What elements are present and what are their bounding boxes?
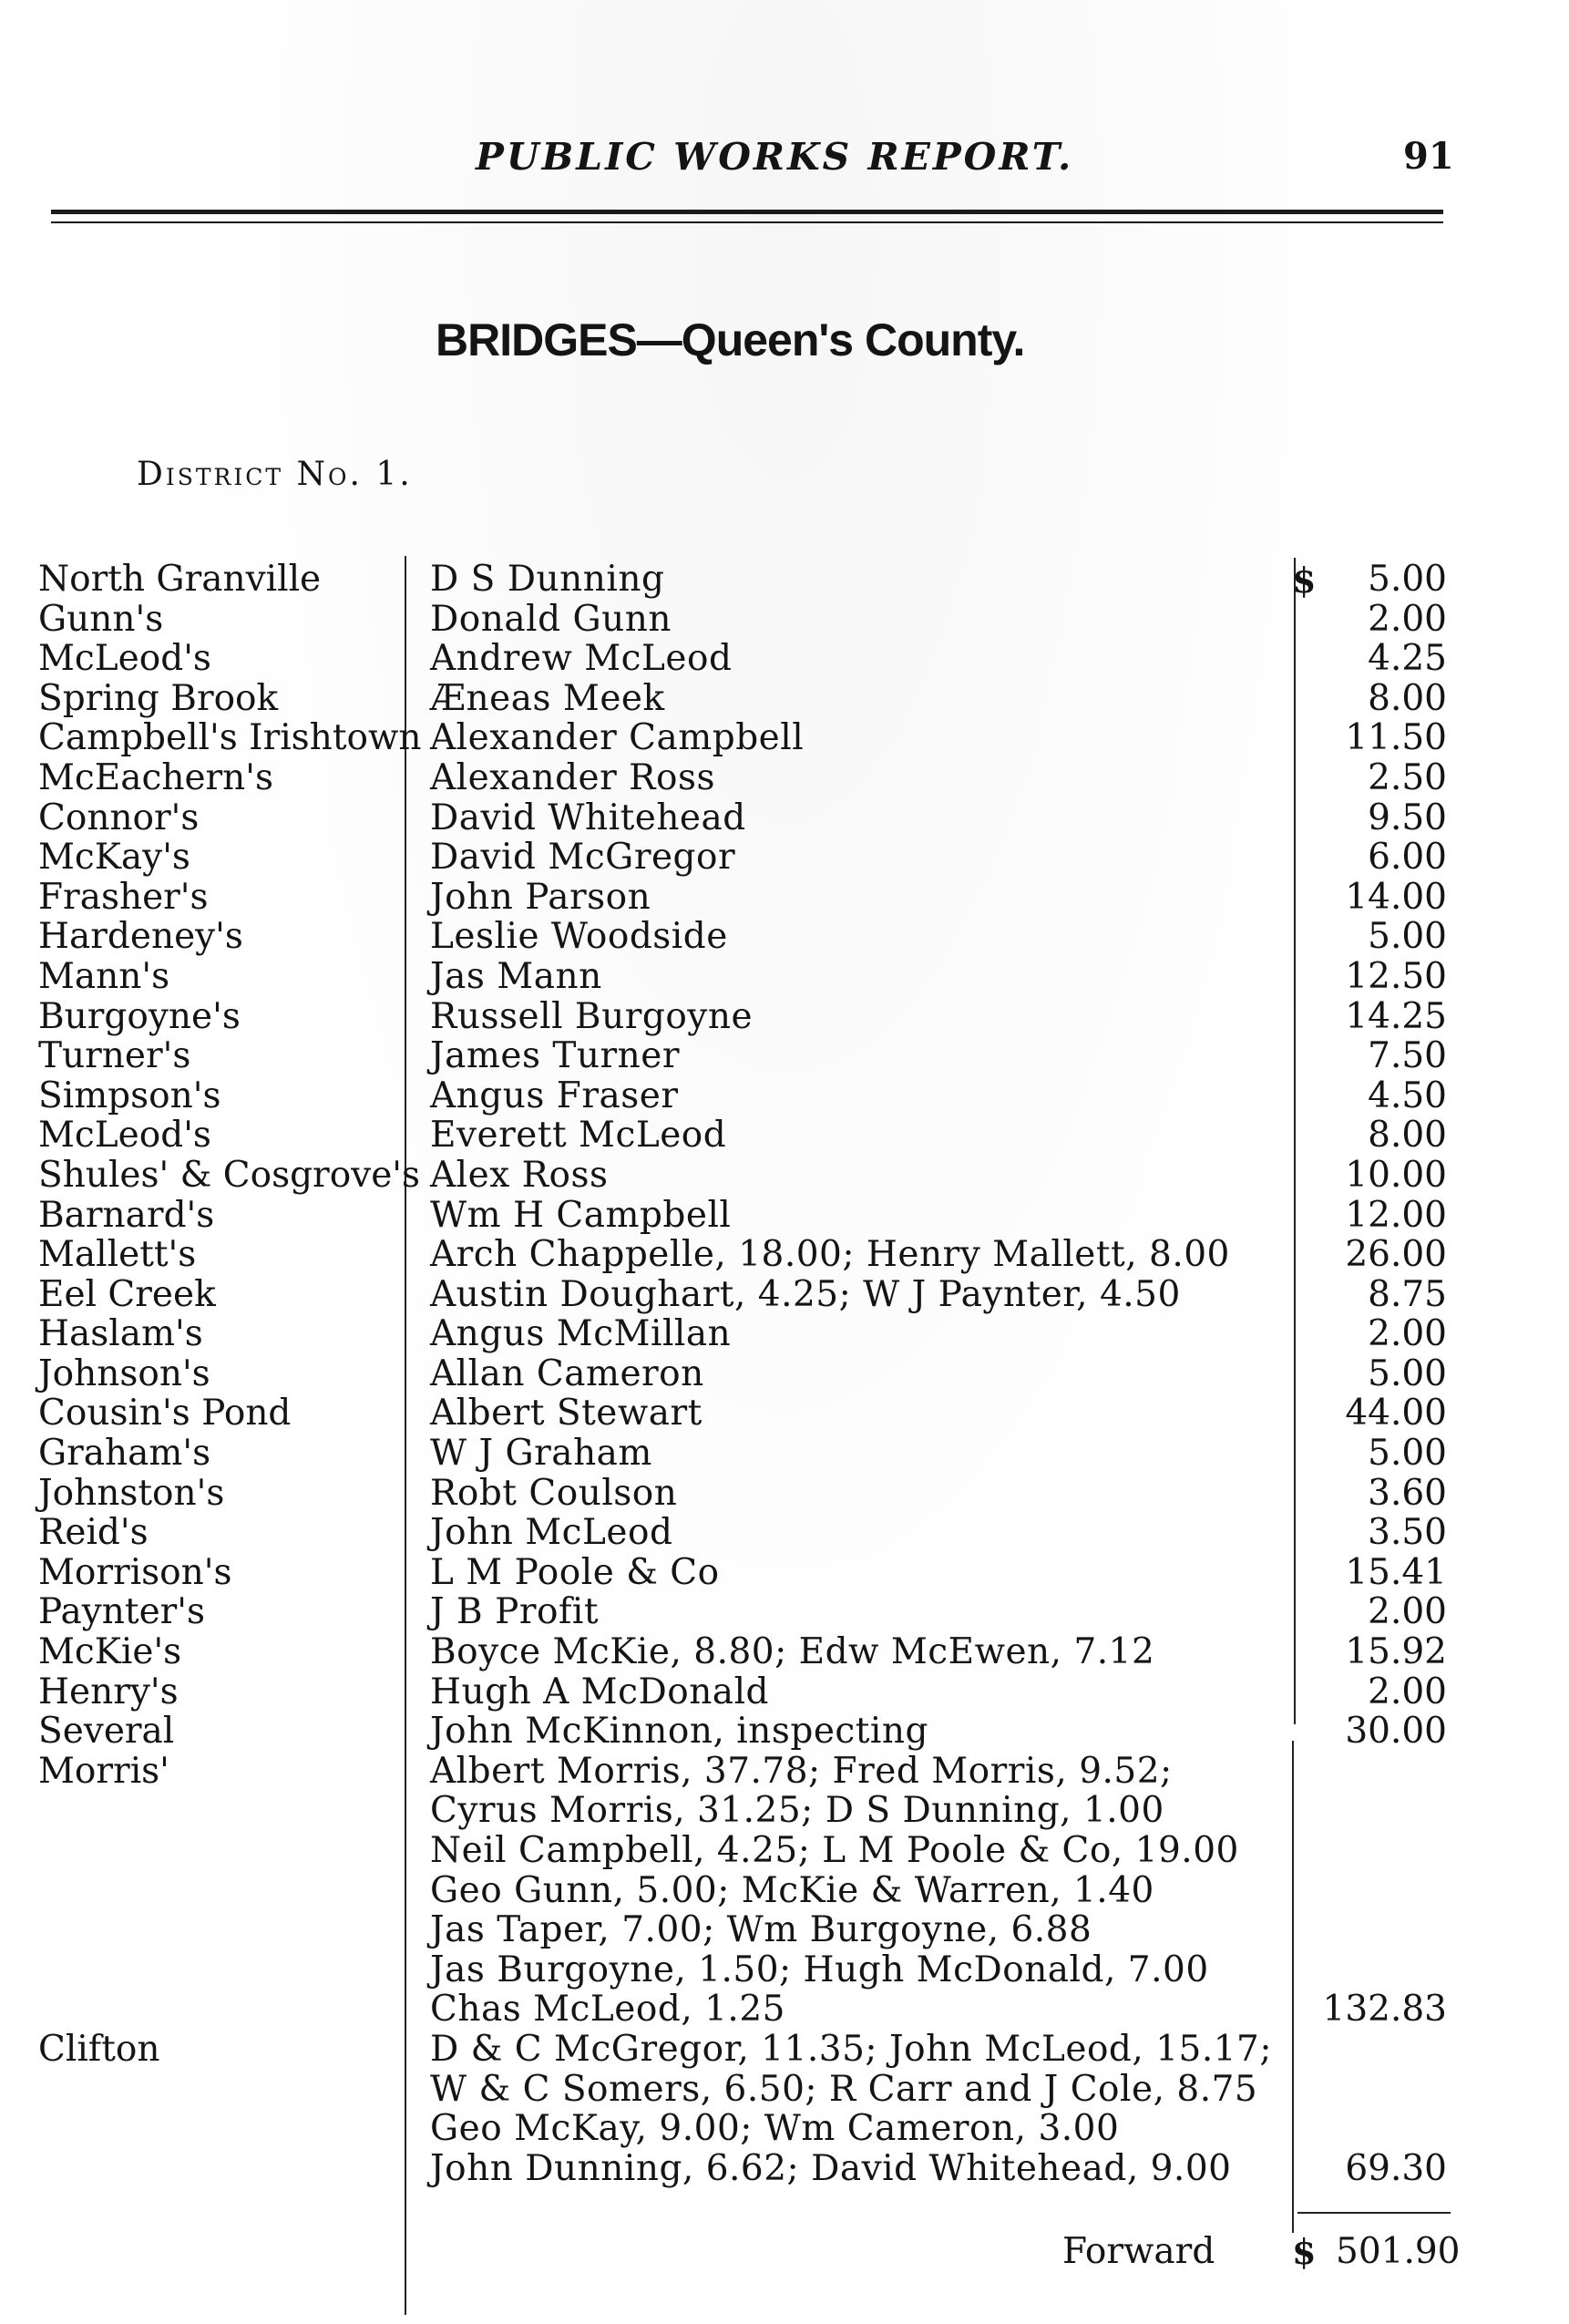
row-location: Cousin's Pond bbox=[38, 1393, 292, 1435]
row-payee: Alexander Campbell bbox=[430, 717, 805, 759]
table-row bbox=[0, 1752, 1569, 1792]
row-location: Shules' & Cosgrove's bbox=[38, 1154, 421, 1196]
currency-symbol-forward: $ bbox=[1292, 2231, 1317, 2272]
table-row bbox=[0, 1990, 1569, 2030]
row-amount: 2.00 bbox=[1368, 1591, 1447, 1633]
row-location: North Granville bbox=[38, 559, 322, 600]
table-row bbox=[0, 1156, 1569, 1196]
row-location: Barnard's bbox=[38, 1194, 215, 1236]
row-payee: David Whitehead bbox=[430, 797, 746, 838]
table-row bbox=[0, 1116, 1569, 1156]
row-amount: 5.00 bbox=[1368, 559, 1447, 600]
row-amount: 9.50 bbox=[1368, 797, 1447, 838]
running-head: PUBLIC WORKS REPORT. bbox=[476, 135, 1074, 179]
row-payee: Donald Gunn bbox=[430, 598, 672, 640]
row-payee: Æneas Meek bbox=[430, 677, 665, 719]
row-payee: Angus Fraser bbox=[430, 1075, 679, 1116]
row-location: Johnson's bbox=[38, 1352, 210, 1394]
forward-total: 501.90 bbox=[1336, 2231, 1461, 2272]
row-location: McKie's bbox=[38, 1631, 182, 1673]
row-location: Haslam's bbox=[38, 1313, 203, 1355]
row-location: Mallett's bbox=[38, 1234, 197, 1276]
header-rule-thick bbox=[51, 210, 1443, 214]
row-payee: John McKinnon, inspecting bbox=[430, 1711, 928, 1753]
table-row bbox=[0, 1672, 1569, 1712]
table-row bbox=[0, 1434, 1569, 1474]
row-amount: 12.00 bbox=[1345, 1194, 1447, 1236]
row-amount: 3.50 bbox=[1368, 1512, 1447, 1554]
row-payee: J B Profit bbox=[430, 1591, 600, 1633]
row-amount: 69.30 bbox=[1345, 2147, 1447, 2189]
row-amount: 2.00 bbox=[1368, 1313, 1447, 1355]
row-amount: 15.92 bbox=[1345, 1631, 1447, 1673]
table-row bbox=[0, 560, 1569, 600]
table-row bbox=[0, 758, 1569, 798]
row-payee: D & C McGregor, 11.35; John McLeod, 15.17; bbox=[430, 2028, 1272, 2070]
table-row bbox=[0, 798, 1569, 838]
table-row bbox=[0, 2149, 1569, 2189]
row-payee: Albert Stewart bbox=[430, 1393, 702, 1435]
row-payee: Alexander Ross bbox=[430, 756, 716, 798]
row-amount: 2.00 bbox=[1368, 1671, 1447, 1712]
row-amount: 7.50 bbox=[1368, 1035, 1447, 1077]
row-amount: 10.00 bbox=[1345, 1154, 1447, 1196]
row-payee: Albert Morris, 37.78; Fred Morris, 9.52; bbox=[430, 1750, 1173, 1792]
row-location: Morrison's bbox=[38, 1551, 232, 1593]
table-row bbox=[0, 1950, 1569, 1990]
table-row bbox=[0, 2109, 1569, 2149]
row-amount: 12.50 bbox=[1345, 955, 1447, 997]
table-row bbox=[0, 1871, 1569, 1911]
table-row bbox=[0, 1235, 1569, 1275]
row-payee: Jas Burgoyne, 1.50; Hugh McDonald, 7.00 bbox=[430, 1949, 1209, 1990]
table-row bbox=[0, 1196, 1569, 1236]
row-payee: Everett McLeod bbox=[430, 1115, 727, 1157]
header-rule-thin bbox=[51, 221, 1443, 223]
row-payee: Chas McLeod, 1.25 bbox=[430, 1989, 785, 2031]
row-location: Turner's bbox=[38, 1035, 191, 1077]
row-payee: D S Dunning bbox=[430, 559, 665, 600]
row-amount: 11.50 bbox=[1345, 717, 1447, 759]
table-row bbox=[0, 1831, 1569, 1871]
table-row bbox=[0, 917, 1569, 957]
row-amount: 132.83 bbox=[1322, 1989, 1447, 2031]
row-payee: Leslie Woodside bbox=[430, 916, 728, 958]
row-payee: Arch Chappelle, 18.00; Henry Mallett, 8.00 bbox=[430, 1234, 1230, 1276]
row-amount: 26.00 bbox=[1345, 1234, 1447, 1276]
district-heading: District No. 1. bbox=[137, 456, 413, 493]
row-location: Hardeney's bbox=[38, 916, 243, 958]
table-row bbox=[0, 718, 1569, 758]
row-location: McLeod's bbox=[38, 1115, 211, 1157]
row-amount: 8.00 bbox=[1368, 677, 1447, 719]
table-row bbox=[0, 1553, 1569, 1593]
row-location: Clifton bbox=[38, 2028, 160, 2070]
table-row bbox=[0, 1314, 1569, 1354]
row-amount: 6.00 bbox=[1368, 837, 1447, 879]
row-payee: Boyce McKie, 8.80; Edw McEwen, 7.12 bbox=[430, 1631, 1155, 1673]
table-row bbox=[0, 1474, 1569, 1514]
row-location: Johnston's bbox=[38, 1472, 225, 1514]
row-amount: 5.00 bbox=[1368, 1433, 1447, 1475]
row-location: Several bbox=[38, 1711, 175, 1753]
row-location: Reid's bbox=[38, 1512, 149, 1554]
row-payee: Austin Doughart, 4.25; W J Paynter, 4.50 bbox=[430, 1273, 1181, 1315]
table-row bbox=[0, 1354, 1569, 1394]
table-row bbox=[0, 878, 1569, 918]
table-row bbox=[0, 957, 1569, 997]
table-row bbox=[0, 838, 1569, 878]
row-location: Gunn's bbox=[38, 598, 164, 640]
page-number: 91 bbox=[1403, 135, 1454, 178]
table-row bbox=[0, 639, 1569, 679]
row-location: McEachern's bbox=[38, 756, 274, 798]
table-row bbox=[0, 1076, 1569, 1116]
row-location: Eel Creek bbox=[38, 1273, 216, 1315]
row-amount: 2.00 bbox=[1368, 598, 1447, 640]
table-row bbox=[0, 1910, 1569, 1950]
row-payee: Jas Mann bbox=[430, 955, 602, 997]
row-payee: John McLeod bbox=[430, 1512, 673, 1554]
row-amount: 8.00 bbox=[1368, 1115, 1447, 1157]
table-row bbox=[0, 1513, 1569, 1553]
row-amount: 3.60 bbox=[1368, 1472, 1447, 1514]
row-amount: 14.00 bbox=[1345, 876, 1447, 918]
table-row bbox=[0, 2030, 1569, 2070]
table-row bbox=[0, 1791, 1569, 1831]
row-location: Simpson's bbox=[38, 1075, 221, 1116]
table-row bbox=[0, 600, 1569, 640]
row-payee: Andrew McLeod bbox=[430, 638, 733, 680]
row-payee: L M Poole & Co bbox=[430, 1551, 720, 1593]
row-payee: James Turner bbox=[430, 1035, 680, 1077]
row-amount: 8.75 bbox=[1368, 1273, 1447, 1315]
row-amount: 5.00 bbox=[1368, 1352, 1447, 1394]
row-amount: 2.50 bbox=[1368, 756, 1447, 798]
table-row bbox=[0, 2070, 1569, 2110]
row-amount: 30.00 bbox=[1345, 1711, 1447, 1753]
row-amount: 15.41 bbox=[1345, 1551, 1447, 1593]
row-amount: 5.00 bbox=[1368, 916, 1447, 958]
table-row bbox=[0, 1592, 1569, 1632]
table-row bbox=[0, 1275, 1569, 1315]
row-location: McLeod's bbox=[38, 638, 211, 680]
row-payee: Jas Taper, 7.00; Wm Burgoyne, 6.88 bbox=[430, 1909, 1092, 1951]
row-payee: Robt Coulson bbox=[430, 1472, 678, 1514]
table-row bbox=[0, 997, 1569, 1037]
row-location: Connor's bbox=[38, 797, 200, 838]
row-location: Paynter's bbox=[38, 1591, 206, 1633]
table-row bbox=[0, 679, 1569, 719]
row-payee: John Parson bbox=[430, 876, 651, 918]
row-payee: Cyrus Morris, 31.25; D S Dunning, 1.00 bbox=[430, 1790, 1164, 1832]
row-payee: Russell Burgoyne bbox=[430, 995, 754, 1037]
table-row bbox=[0, 1712, 1569, 1752]
row-location: Campbell's Irishtown bbox=[38, 717, 422, 759]
table-row bbox=[0, 1632, 1569, 1672]
table-row bbox=[0, 1393, 1569, 1434]
row-payee: John Dunning, 6.62; David Whitehead, 9.00 bbox=[430, 2147, 1232, 2189]
row-amount: 14.25 bbox=[1345, 995, 1447, 1037]
row-amount: 44.00 bbox=[1345, 1393, 1447, 1435]
row-amount: 4.25 bbox=[1368, 638, 1447, 680]
row-payee: W & C Somers, 6.50; R Carr and J Cole, 8.75 bbox=[430, 2068, 1258, 2110]
row-payee: Geo McKay, 9.00; Wm Cameron, 3.00 bbox=[430, 2108, 1120, 2150]
entries-table bbox=[0, 560, 1569, 2188]
row-location: Spring Brook bbox=[38, 677, 279, 719]
forward-label: Forward bbox=[1062, 2231, 1215, 2272]
row-location: Graham's bbox=[38, 1433, 211, 1475]
row-location: Mann's bbox=[38, 955, 170, 997]
total-rule bbox=[1297, 2212, 1451, 2214]
row-payee: Allan Cameron bbox=[430, 1352, 704, 1394]
row-location: Burgoyne's bbox=[38, 995, 241, 1037]
row-payee: Hugh A McDonald bbox=[430, 1671, 770, 1712]
currency-symbol-top: $ bbox=[1292, 560, 1317, 601]
row-location: Frasher's bbox=[38, 876, 209, 918]
row-location: Morris' bbox=[38, 1750, 169, 1792]
row-payee: Alex Ross bbox=[430, 1154, 609, 1196]
row-payee: Geo Gunn, 5.00; McKie & Warren, 1.40 bbox=[430, 1869, 1154, 1911]
row-payee: Wm H Campbell bbox=[430, 1194, 732, 1236]
section-title: BRIDGES—Queen's County. bbox=[436, 314, 1025, 365]
row-location: McKay's bbox=[38, 837, 190, 879]
row-amount: 4.50 bbox=[1368, 1075, 1447, 1116]
row-payee: Angus McMillan bbox=[430, 1313, 732, 1355]
row-payee: David McGregor bbox=[430, 837, 736, 879]
row-payee: Neil Campbell, 4.25; L M Poole & Co, 19.00 bbox=[430, 1830, 1239, 1871]
table-row bbox=[0, 1036, 1569, 1076]
row-payee: W J Graham bbox=[430, 1433, 652, 1475]
row-location: Henry's bbox=[38, 1671, 179, 1712]
